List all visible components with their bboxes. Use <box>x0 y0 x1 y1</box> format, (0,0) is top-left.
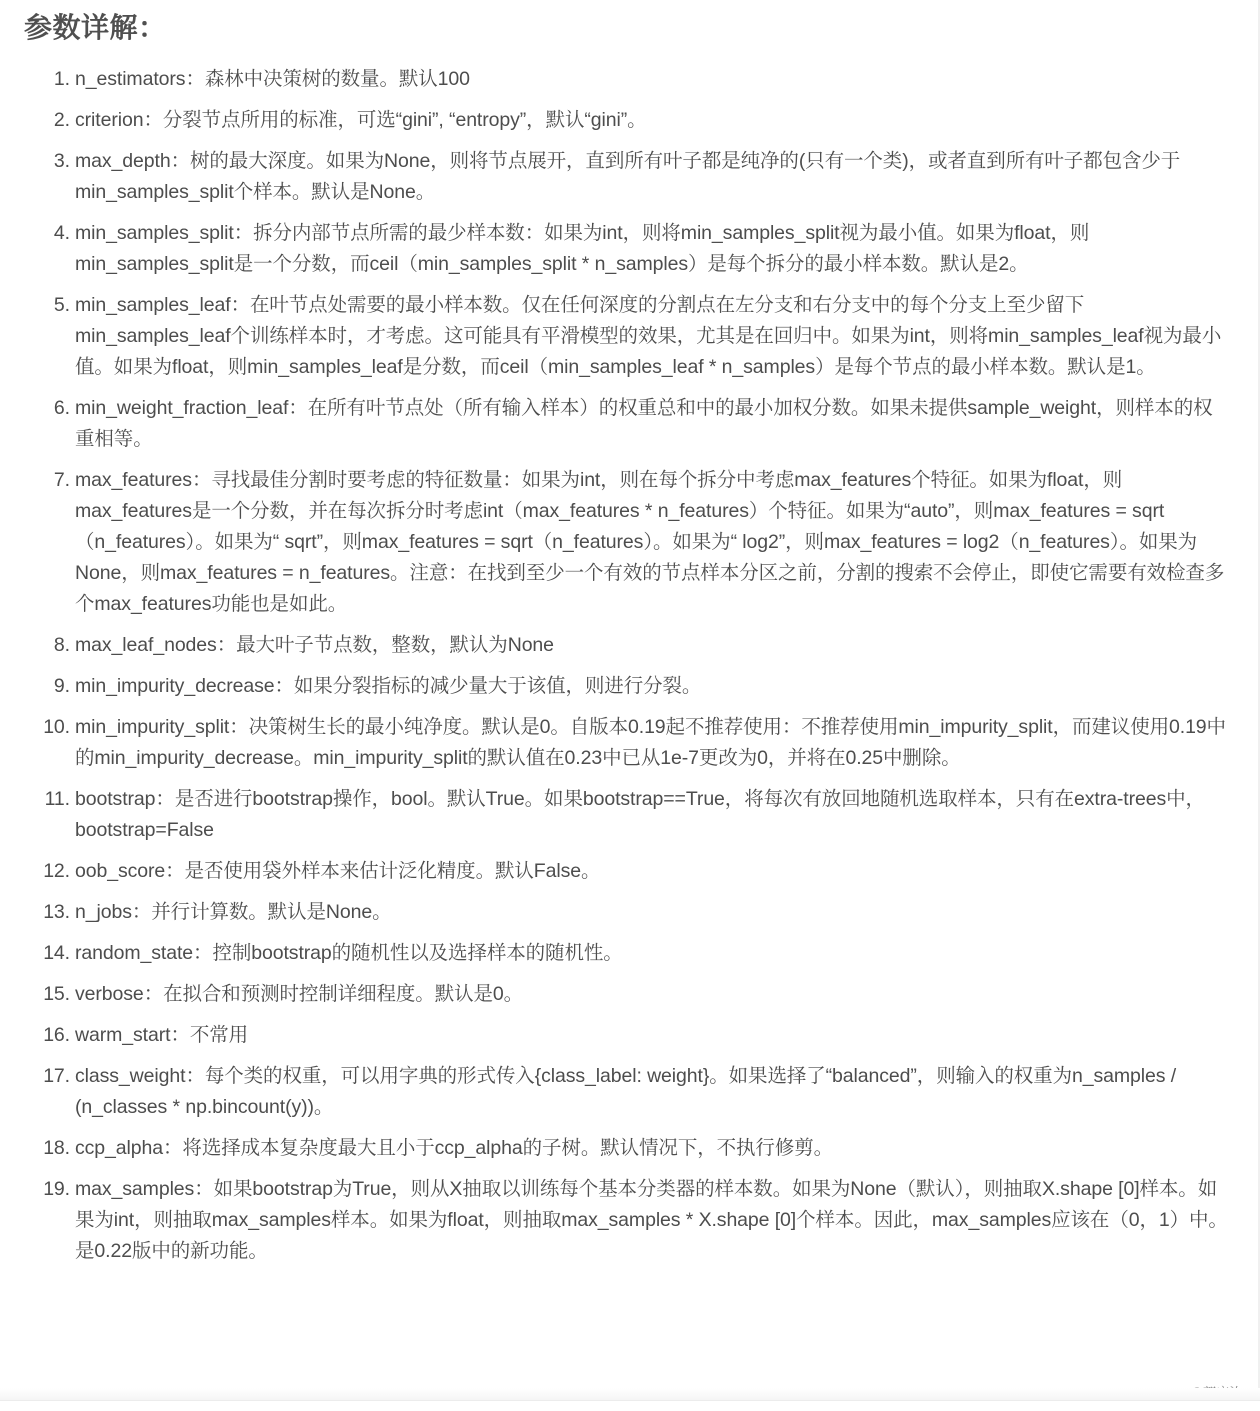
item-number: 8. <box>53 634 70 656</box>
list-item <box>0 290 1230 383</box>
separator: ： <box>170 1024 190 1046</box>
separator: ： <box>155 788 175 810</box>
item-number: 13. <box>43 901 70 923</box>
param-description: 不常用 <box>189 1024 249 1046</box>
list-item <box>0 1133 1230 1164</box>
param-description: 在所有叶节点处（所有输入样本）的权重总和中的最小加权分数。如果未提供sample_weight，则样本的权重相等。 <box>75 397 1213 450</box>
separator: ： <box>233 222 254 244</box>
param-description: 如果bootstrap为True，则从X抽取以训练每个基本分类器的样本数。如果为None（默认），则抽取X.shape [0]样本。如果为int，则抽取max_samples样本。如果为float，则抽取max_samples * X.shape [0]个样本。因此，max_samples应该在（0，1）中。是0.22版中的新功能。 <box>75 1178 1228 1262</box>
separator: ： <box>288 397 308 419</box>
param-name: max_features <box>75 469 192 491</box>
param-name: min_samples_split <box>75 222 234 244</box>
page-bottom-shadow <box>0 1388 1260 1401</box>
param-name: min_impurity_split <box>75 716 230 738</box>
item-number: 3. <box>53 150 70 172</box>
param-name: max_leaf_nodes <box>75 634 217 656</box>
item-number: 6. <box>53 397 70 419</box>
list-item <box>0 393 1230 455</box>
separator: ： <box>193 942 213 964</box>
item-number: 18. <box>43 1137 70 1159</box>
param-description: 分裂节点所用的标准，可选“gini”, “entropy”，默认“gini”。 <box>162 109 647 131</box>
list-item <box>0 218 1230 280</box>
list-item <box>0 784 1230 846</box>
list-item <box>0 1174 1230 1267</box>
list-item <box>0 938 1230 969</box>
item-number: 11. <box>44 788 70 810</box>
param-description: 在拟合和预测时控制详细程度。默认是0。 <box>163 983 524 1005</box>
separator: ： <box>191 469 212 491</box>
param-name: warm_start <box>75 1024 171 1046</box>
param-name: min_samples_leaf <box>75 294 231 316</box>
param-description: 每个类的权重，可以用字典的形式传入{class_label: weight}。如果选择了“balanced”，则输入的权重为n_samples / (n_classes * np.bincount(y))。 <box>75 1065 1177 1118</box>
param-name: oob_score <box>75 860 166 882</box>
param-description: 拆分内部节点所需的最少样本数：如果为int，则将min_samples_split视为最小值。如果为float，则min_samples_split是一个分数，而ceil（min_samples_split * n_samples）是每个拆分的最小样本数。默认是2。 <box>75 222 1090 275</box>
item-number: 4. <box>53 222 70 244</box>
list-item <box>0 897 1230 928</box>
separator: ： <box>170 150 190 172</box>
item-number: 15. <box>43 983 70 1005</box>
param-description: 并行计算数。默认是None。 <box>151 901 392 923</box>
param-name: bootstrap <box>75 788 156 810</box>
item-number: 19. <box>43 1178 70 1200</box>
param-description: 是否进行bootstrap操作，bool。默认True。如果bootstrap==True，将每次有放回地随机选取样本，只有在extra-trees中，bootstrap=False <box>75 788 1205 841</box>
parameter-list <box>0 64 1230 1277</box>
list-item <box>0 1061 1230 1123</box>
param-name: max_depth <box>75 150 171 172</box>
item-number: 7. <box>53 469 70 491</box>
section-heading: 参数详解： <box>24 12 167 43</box>
item-number: 16. <box>43 1024 70 1046</box>
item-number: 12. <box>43 860 70 882</box>
list-item <box>0 979 1230 1010</box>
separator: ： <box>143 109 163 131</box>
separator: ： <box>230 294 250 316</box>
list-item <box>0 105 1230 136</box>
item-number: 5. <box>53 294 70 316</box>
list-item <box>0 1020 1230 1051</box>
list-item <box>0 630 1230 661</box>
list-item <box>0 671 1230 702</box>
item-number: 9. <box>53 675 70 697</box>
separator: ： <box>216 634 237 656</box>
param-name: class_weight <box>75 1065 186 1087</box>
param-description: 森林中决策树的数量。默认100 <box>204 68 470 90</box>
list-item <box>0 64 1230 95</box>
param-name: min_impurity_decrease <box>75 675 275 697</box>
separator: ： <box>229 716 249 738</box>
param-name: verbose <box>75 983 144 1005</box>
separator: ： <box>274 675 294 697</box>
separator: ： <box>131 901 152 923</box>
param-name: random_state <box>75 942 194 964</box>
param-description: 控制bootstrap的随机性以及选择样本的随机性。 <box>212 942 623 964</box>
separator: ： <box>165 860 185 882</box>
item-number: 10. <box>43 716 70 738</box>
param-description: 最大叶子节点数，整数，默认为None <box>236 634 554 656</box>
item-number: 17. <box>43 1065 70 1087</box>
item-number: 1. <box>53 68 70 90</box>
separator: ： <box>163 1137 183 1159</box>
item-number: 14. <box>43 942 70 964</box>
list-item <box>0 465 1230 620</box>
separator: ： <box>143 983 164 1005</box>
list-item <box>0 712 1230 774</box>
param-description: 将选择成本复杂度最大且小于ccp_alpha的子树。默认情况下，不执行修剪。 <box>182 1137 834 1159</box>
separator: ： <box>185 1065 205 1087</box>
param-name: n_estimators <box>75 68 186 90</box>
separator: ： <box>194 1178 214 1200</box>
list-item <box>0 146 1230 208</box>
param-name: n_jobs <box>75 901 132 923</box>
param-description: 是否使用袋外样本来估计泛化精度。默认False。 <box>184 860 601 882</box>
param-name: ccp_alpha <box>75 1137 164 1159</box>
param-name: max_samples <box>75 1178 195 1200</box>
item-number: 2. <box>53 109 70 131</box>
param-description: 寻找最佳分割时要考虑的特征数量：如果为int，则在每个拆分中考虑max_features个特征。如果为float，则max_features是一个分数，并在每次拆分时考虑int（max_features * n_features）个特征。如果为“auto”，则max_features = sqrt（n_features）。如果为“ sqrt”，则max_features = sqrt（n_features）。如果为“ log2”，则max_features = log2（n_features）。如果为None，则max_features = n_features。注意：在找到至少一个有效的节点样本分区之前，分割的搜索不会停止，即使它需要有效检查多个max_features功能也是如此。 <box>75 469 1225 615</box>
param-name: min_weight_fraction_leaf <box>75 397 289 419</box>
param-description: 决策树生长的最小纯净度。默认是0。自版本0.19起不推荐使用：不推荐使用min_impurity_split，而建议使用0.19中的min_impurity_decrease。min_impurity_split的默认值在0.23中已从1e-7更改为0，并将在0.25中删除。 <box>75 716 1226 769</box>
separator: ： <box>185 68 205 90</box>
param-description: 在叶节点处需要的最小样本数。仅在任何深度的分割点在左分支和右分支中的每个分支上至少留下min_samples_leaf个训练样本时，才考虑。这可能具有平滑模型的效果，尤其是在回归中。如果为int，则将min_samples_leaf视为最小值。如果为float，则min_samples_leaf是分数，而ceil（min_samples_leaf * n_samples）是每个节点的最小样本数。默认是1。 <box>75 294 1222 378</box>
param-name: criterion <box>75 109 144 131</box>
param-description: 树的最大深度。如果为None，则将节点展开，直到所有叶子都是纯净的(只有一个类)，或者直到所有叶子都包含少于min_samples_split个样本。默认是None。 <box>75 150 1181 203</box>
list-item <box>0 856 1230 887</box>
param-description: 如果分裂指标的减少量大于该值，则进行分裂。 <box>293 675 702 697</box>
